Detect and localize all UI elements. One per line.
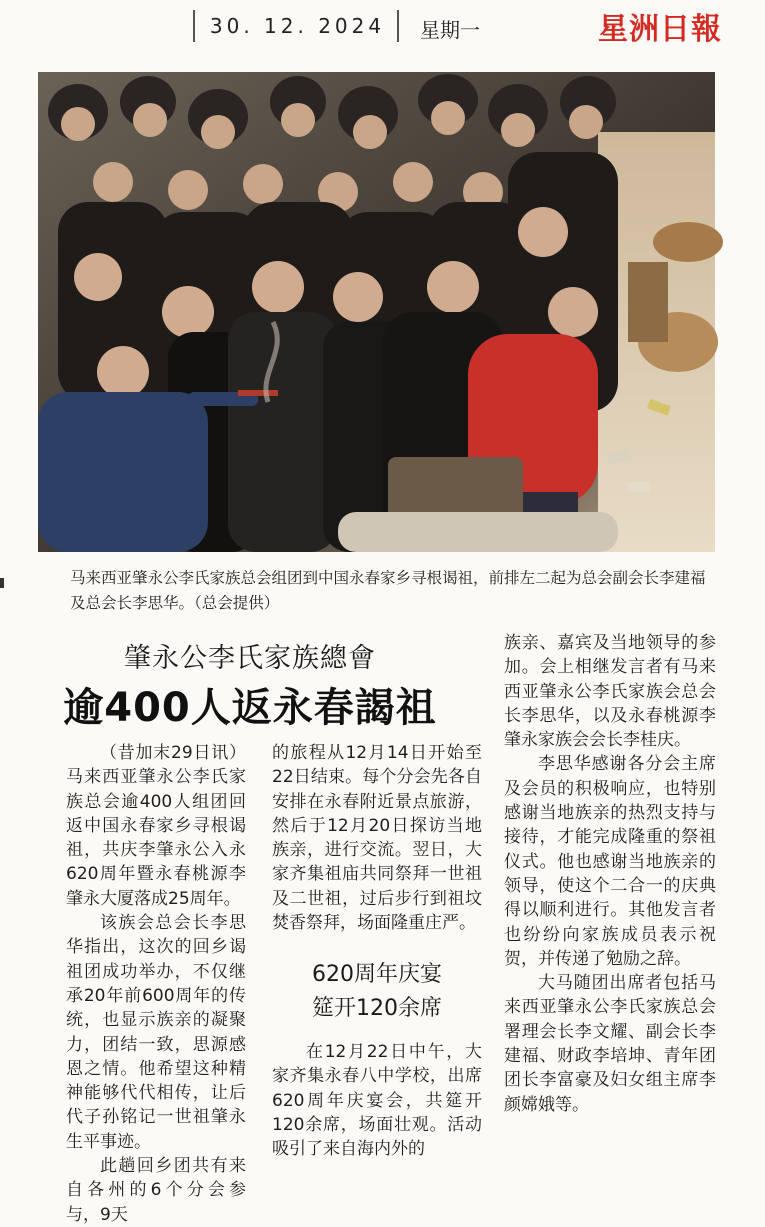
issue-date: 30. 12. 2024 <box>209 14 386 38</box>
article-subheadline: 肇永公李氏家族總會 <box>124 643 376 674</box>
article-column-2-continued <box>272 1040 482 1161</box>
article-paragraph: 的旅程从12月14日开始至22日结束。每个分会先各自安排在永春附近景点旅游，然后于12月20日探访当地族亲，进行交流。翌日，大家齐集祖庙共同祭拜一世祖及二世祖，过后步行到祖坟焚香祭拜，场面隆重庄严。 <box>272 743 482 934</box>
article-paragraph: 李思华感谢各分会主席及会员的积极响应，也特别感谢当地族亲的热烈支持与接待，才能完成隆重的祭祖仪式。他也感谢当地族亲的领导，使这个二合一的庆典得以顺利进行。其他发言者也纷纷向家族成员表示祝贺，并传递了勉励之辞。 <box>504 754 716 969</box>
crowd-photo-illustration <box>38 72 715 552</box>
section-heading: 筵开120余席 <box>312 996 442 1021</box>
article-headline: 逾400人返永春謁祖 <box>63 685 437 731</box>
article-paragraph: 在12月22日中午，大家齐集永春八中学校，出席620周年庆宴会，共筵开120余席，场面壮观。活动吸引了来自海内外的 <box>272 1042 482 1160</box>
article-paragraph: 该族会总会长李思华指出，这次的回乡谒祖团成功举办，不仅继承20年前600周年的传统，也显示族亲的凝聚力，团结一致，思源感恩之情。他希望这种精神能够代代相传，让后代子孙铭记一世祖肇永生平事迹。 <box>66 913 246 1152</box>
article-paragraph: （昔加末29日讯）马来西亚肇永公李氏家族总会逾400人组团回返中国永春家乡寻根谒祖，共庆李肇永公入永620周年暨永春桃源李肇永大厦落成25周年。 <box>66 743 246 909</box>
page-header <box>0 0 765 58</box>
header-divider <box>193 10 195 42</box>
article-paragraph: 此趟回乡团共有来自各州的6个分会参与，9天 <box>66 1156 246 1225</box>
photo-caption: 马来西亚肇永公李氏家族总会组团到中国永春家乡寻根谒祖，前排左二起为总会副会长李建福及总会长李思华。（总会提供） <box>70 569 706 612</box>
article-paragraph: 大马随团出席者包括马来西亚肇永公李氏家族总会署理会长李文耀、副会长李建福、财政李培坤、青年团团长李富豪及妇女组主席李颜嫦娥等。 <box>504 973 716 1115</box>
news-photo <box>38 72 715 552</box>
article-column-2 <box>272 741 482 935</box>
article-paragraph: 族亲、嘉宾及当地领导的参加。会上相继发言者有马来西亚肇永公李氏家族会总会长李思华，以及永春桃源李肇永家族会会长李桂庆。 <box>504 633 716 751</box>
article-column-3 <box>504 631 716 1117</box>
caption-marker <box>0 578 4 588</box>
article-column-1 <box>66 741 246 1227</box>
section-heading: 620周年庆宴 <box>312 962 442 987</box>
issue-weekday: 星期一 <box>420 18 480 42</box>
newspaper-logo: 星洲日報 <box>598 12 722 47</box>
header-divider <box>397 10 399 42</box>
